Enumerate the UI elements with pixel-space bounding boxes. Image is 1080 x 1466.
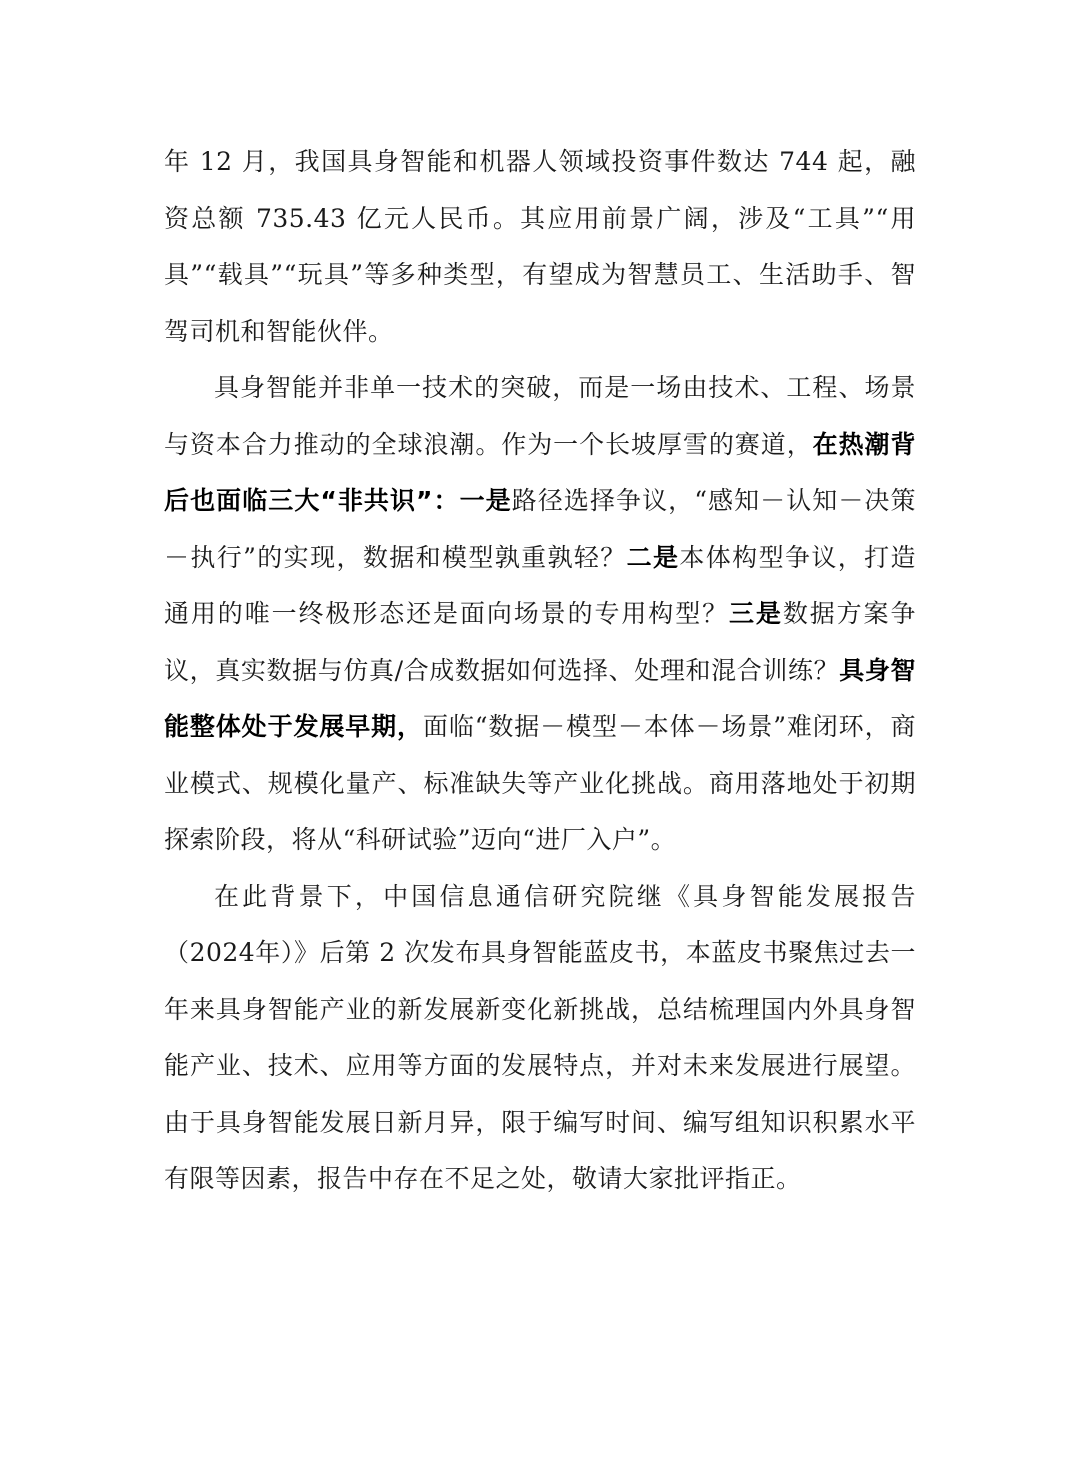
paragraph-2-segment-5: 面临“数据－模型－本体－场景”难闭环，商业模式、规模化量产、标准缺失等产业化挑战。商用落地处于初期探索阶段，将从“科研试验”迈向“进厂入户”。 <box>164 712 916 854</box>
paragraph-2-segment-4: 数据方案争议，真实数据与仿真/合成数据如何选择、处理和混合训练？ <box>164 599 916 685</box>
paragraph-1 <box>164 134 916 360</box>
paragraph-1-text: 年 12 月，我国具身智能和机器人领域投资事件数达 744 起，融资总额 735.43 亿元人民币。其应用前景广阔，涉及“工具”“用具”“载具”“玩具”等多种类型，有望成为智慧员工、生活助手、智驾司机和智能伙伴。 <box>164 147 916 346</box>
paragraph-2-segment-1: 具身智能并非单一技术的突破，而是一场由技术、工程、场景与资本合力推动的全球浪潮。作为一个长坡厚雪的赛道， <box>164 373 916 459</box>
body-text <box>164 134 916 1208</box>
paragraph-2-segment-2: 路径选择争议，“感知－认知－决策－执行”的实现，数据和模型孰重孰轻？ <box>164 486 916 572</box>
paragraph-2-bold-1: 在热潮背后也面临三大“非共识”：一是 <box>164 429 916 515</box>
paragraph-2-bold-2: 二是 <box>626 542 680 572</box>
paragraph-2-bold-4: 具身智能整体处于发展早期， <box>164 655 916 741</box>
paragraph-2-bold-3: 三是 <box>729 599 783 628</box>
paragraph-2 <box>164 360 916 869</box>
paragraph-3-text: 在此背景下，中国信息通信研究院继《具身智能发展报告（2024年）》后第 2 次发布具身智能蓝皮书，本蓝皮书聚焦过去一年来具身智能产业的新发展新变化新挑战，总结梳理国内外具身智能产业、技术、应用等方面的发展特点，并对未来发展进行展望。由于具身智能发展日新月异，限于编写时间、编写组知识积累水平有限等因素，报告中存在不足之处，敬请大家批评指正。 <box>164 881 916 1193</box>
paragraph-2-segment-3: 本体构型争议，打造通用的唯一终极形态还是面向场景的专用构型？ <box>164 542 916 628</box>
paragraph-3 <box>164 869 916 1208</box>
